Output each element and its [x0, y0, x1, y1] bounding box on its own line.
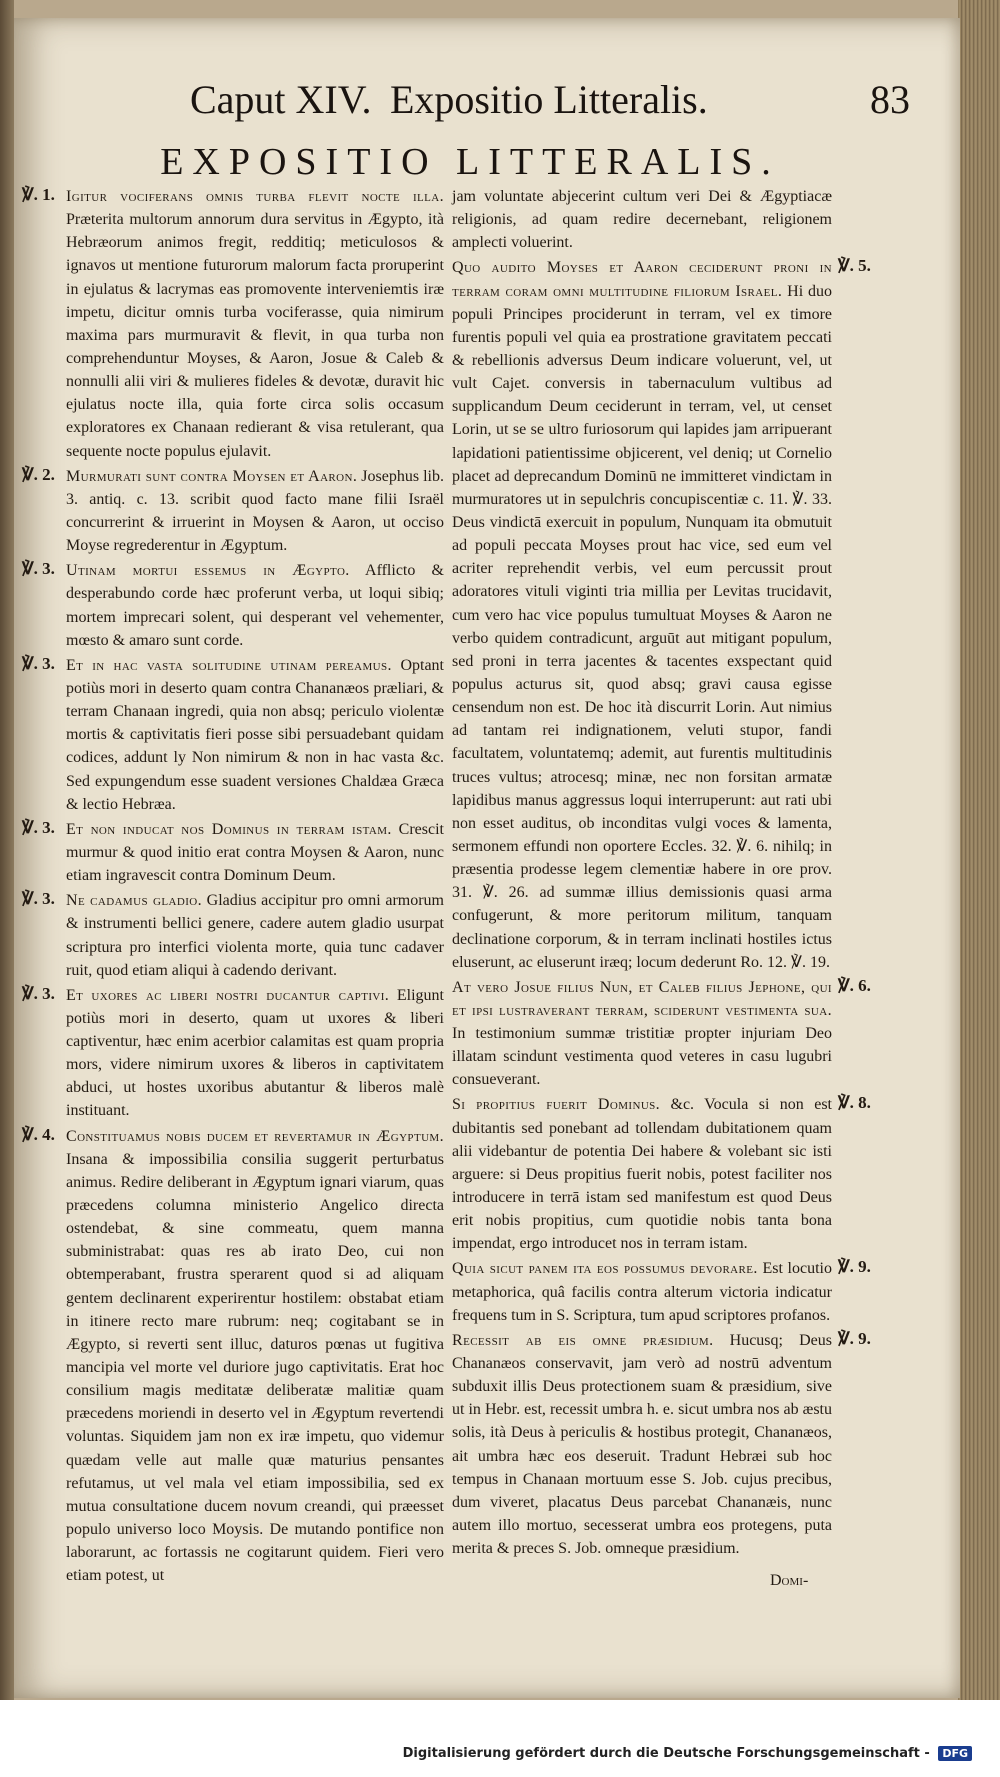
commentary-text: Optant potiùs mori in deserto quam contra Chananæos præliari, & terram Chanaan ingredi, quia non absq; periculo violentæ mortis & captivitatis fieri posse sibi persuadebant quidam codices, addunt ly Non nimirum & non in hac vasta &c. Sed expungendum esse suadent versiones Chaldæa Græca & lectio Hebræa. [66, 656, 444, 813]
commentary-text: Hucusq; Deus Chananæos conservavit, jam verò ad nostrū adventum subduxit illis Deus protectionem suam & præsidium, sive ut in Hebr. est, recessit umbra h. e. sicut umbra nos ab æstu solis, ità Deus à periculis & hostibus protegit, Chananæos, ait umbra hæc eos deseruit. Tradunt Hebræi sub hoc tempus in Chanaan mortuum esse S. Job. cujus precibus, dum viveret, placatus Deus parcebat Chananæis, nunc autem illo mortuo, secesserat umbra eos protegens, puta merita & preces S. Job. omneque præsidium. [452, 1331, 832, 1558]
commentary-paragraph [66, 185, 444, 463]
verse-marker: ℣. 5. [838, 256, 871, 275]
catchword: Domi- [770, 1572, 809, 1589]
commentary-text: &c. Vocula si non est dubitantis sed ponebant ad tollendam dubitationem quam alii videbantur de potentia Dei habere & volebant sic isti arguere: si Deus propitius fuerit nobis, potest faciliter nos introducere in terrā istam sed manifestum est quod Deus erit nobis propitius, cum quotidie nobis tanta bona impendat, ergo introducet nos in terram istam. [452, 1096, 832, 1253]
lemma: Ne cadamus gladio. [66, 892, 202, 910]
verse-marker: ℣. 9. [838, 1329, 871, 1348]
commentary-text: jam voluntate abjecerint cultum veri Dei & Ægyptiacæ religionis, ad quam redire decernebant, religionem amplecti voluerint. [452, 188, 832, 252]
verse-marker: ℣. 3. [22, 818, 55, 837]
running-head-chapter: Caput XIV. [190, 77, 372, 122]
verse-marker: ℣. 3. [22, 654, 55, 673]
commentary-paragraph [66, 984, 444, 1123]
commentary-paragraph [452, 185, 832, 254]
verse-marker: ℣. 3. [22, 984, 55, 1003]
commentary-text: Gladius accipitur pro omni armorum & instrumenti bellici genere, cadere autem gladio usurpat scriptura pro interfici violenta morte, quia tunc cadaver ruit, quod etiam aliqui à cadendo derivant. [66, 892, 444, 979]
running-head-title: Expositio Litteralis. [390, 77, 708, 122]
commentary-paragraph [66, 818, 444, 887]
lemma: Igitur vociferans omnis turba flevit nocte illa. [66, 188, 444, 205]
verse-marker: ℣. 1. [22, 185, 55, 204]
lemma: Constituamus nobis ducem et revertamur in Ægyptum. [66, 1127, 444, 1145]
commentary-paragraph [66, 654, 444, 816]
lemma: Et uxores ac liberi nostri ducantur captivi. [66, 986, 390, 1004]
commentary-paragraph [66, 465, 444, 558]
left-column [66, 185, 444, 1589]
commentary-paragraph [66, 889, 444, 982]
commentary-text: Afflicto & desperabundo corde hæc proferunt verba, ut loqui sibiq; mortem imprecari solent, qui desperant vel vehementer, mœsto & amaro sunt corde. [66, 562, 444, 649]
commentary-text: Præterita multorum annorum dura servitus in Ægypto, ità Hebræorum animos fregit, redditiq; meticulosos & ignavos ut mentione futurorum malorum facta proruperint in ejulatus & lacrymas eas promovente interveniemtis iræ impetu, dicitur omnis turba vociferasse, quia nimirum maxima pars murmuravit & flevit, in qua turba non comprehenduntur Moyses, & Aaron, Josue & Caleb & nonnulli alii viri & mulieres fideles & devotæ, duravit hic ejulatus nocte illa, quia forte circa solis occasum exploratores ex Chanaan redierant & visa retulerant, qua sequente nocte populus ejulavit. [66, 211, 444, 460]
verse-marker: ℣. 6. [838, 976, 871, 995]
commentary-text: Josephus lib. 3. antiq. c. 13. scribit quod facto mane filii Israël concurrerint & irruerint in Moysen & Aaron, ut occiso Moyse regrederentur in Ægyptum. [66, 467, 444, 555]
verse-marker: ℣. 4. [22, 1125, 55, 1144]
commentary-paragraph [452, 976, 832, 1092]
lemma: Quia sicut panem ita eos possumus devorare. [452, 1260, 758, 1278]
section-title: EXPOSITIO LITTERALIS. [160, 141, 780, 183]
book-page-edges [958, 0, 1000, 1700]
dfg-logo: DFG [938, 1746, 972, 1761]
commentary-paragraph [66, 1125, 444, 1588]
verse-marker: ℣. 3. [22, 889, 55, 908]
commentary-paragraph [452, 1093, 832, 1255]
lemma: Quo audito Moyses et Aaron ceciderunt proni in terram coram omni multitudine filiorum Israel. [452, 259, 832, 300]
running-head [190, 58, 910, 122]
book-spine-edge [0, 0, 14, 1777]
lemma: At vero Josue filius Nun, et Caleb filius Jephone, qui et ipsi lustraverant terram, sciderunt vestimenta sua. [452, 978, 832, 1019]
commentary-text: In testimonium summæ tristitiæ propter injuriam Deo illatam scindunt vestimenta quod veteres in casu lugubri consueverant. [452, 1025, 832, 1089]
commentary-text: Hi duo populi Principes prociderunt in terram, vel ex timore furentis populi vel quia ea prostratione gravitatem peccati & rebellionis adversus Deum indicare voluerunt, vel, ut vult Cajet. conversis in tabernaculum vultibus ad supplicandum Deum ceciderunt in terram, vel, ut censet Lorin, ut se se ultro furiosorum qui lapides jam arripuerant lapidationi patientissime objicerent, vel deniq; ut Cornelio placet ad deprecandum Dominū ne immitteret vindictam in murmuratores ut in sepulchris concupiscentiæ c. 11. ℣. 33. Deus vindictā exercuit in populum, Nunquam ita obmutuit ad populi peccata Moyses prout hac vice, sed eum vel acriter reprehendit verbis, vel eum percussit prout adoratores vituli viginti tria millia per Levitas trucidavit, cum vero hac vice populus tumultuat Moyses & Aaron ne verbo quidem contradicunt, arguūt aut mitigant populum, sed proni in terra jacentes & tacentes exspectant quid populus acturus sit, quod absq; gravi causa egisse censendum non est. De hoc ità discurrit Lorin. Aut nimius ad tantam rei indignationem, veluti stupor, fandi facultatem, voluntatemq; ademit, aut furentis multitudinis truces vultus; atrocesq; minæ, nec non forsitan armatæ lapidibus manus aggressus loqui interruperunt: aut rati ubi non esset auditus, ob inconditas vulgi voces & lamenta, sermonem effundi non oportere Eccles. 32. ℣. 6. nihilq; in præsentia prodesse legem clementiæ habere in ore prov. 31. ℣. 26. ad summæ illius demissionis quasi arma confugerunt, & more peritorum militum, tanquam declinatione corporum, & in terram inclinati hostiles ictus eluserunt, ac eluserunt iræq; locum dederunt Ro. 12. ℣. 19. [452, 282, 832, 971]
lemma: Murmurati sunt contra Moysen et Aaron. [66, 467, 358, 485]
commentary-text: Insana & impossibilia consilia suggerit perturbatus animus. Redire deliberant in Ægyptum ignari viarum, quas præcedens columna ministerio Angelico directa ostendebat, & sine commeatu, quem manna subministrabat: quas res ab irato Deo, cui non obtemperabant, frustra sperarent quod si ad aliquam gentem declinarent experirentur hostilem: obstabat etiam in itinere recto mare rubrum: neq; cogitabant se in Ægypto, si reverti sent illuc, daturos pœnas ut fugitiva mancipia vel morte vel duriore jugo captivitatis. Erat hoc consilium magis meditatæ deliberatæ malitiæ quam præcedens moriendi in deserto vel in Ægyptum revertendi voluntas. Siquidem jam non ex iræ impetu, quo videmur quædam velle aut malle quæ maturius pensantes refutamus, ut vel mala vel etiam impossibilia, sed ex mutua consultatione ducem novum creandi, qui præesset populo universo loco Moysis. De mutando pontifice non laborarunt, ac fortassis ne cogitarunt quidem. Fieri vero etiam potest, ut [66, 1150, 444, 1585]
lemma: Utinam mortui essemus in Ægypto. [66, 562, 350, 580]
lemma: Si propitius fuerit Dominus. [452, 1096, 661, 1114]
lemma: Et in hac vasta solitudine utinam pereamus. [66, 656, 392, 674]
commentary-text: Crescit murmur & quod initio erat contra Moysen & Aaron, nunc etiam ingravescit contra Dominum Deum. [66, 820, 444, 885]
commentary-paragraph [66, 559, 444, 652]
lemma: Et non inducat nos Dominus in terram istam. [66, 820, 392, 838]
verse-marker: ℣. 8. [838, 1093, 871, 1112]
commentary-text: Eligunt potiùs mori in deserto, quam ut uxores & liberi captiventur, hæc enim acerbior calamitas est quam propria mors, videre nimirum uxores & liberos in captivitatem abduci, ut hostes uxoribus abutantur & liberos malè instituant. [66, 986, 445, 1120]
footer-credit-text: Digitalisierung gefördert durch die Deutsche Forschungsgemeinschaft - [402, 1746, 930, 1761]
verse-marker: ℣. 3. [22, 559, 55, 578]
verse-marker: ℣. 9. [838, 1257, 871, 1276]
commentary-paragraph [452, 1257, 832, 1326]
footer-credit [403, 1746, 972, 1761]
right-column [452, 185, 832, 1562]
commentary-text: Est locutio metaphorica, quâ facilis contra alterum victoria indicatur frequens tum in S. Scriptura, tum apud scriptores profanos. [452, 1260, 832, 1324]
commentary-paragraph [452, 256, 832, 973]
lemma: Recessit ab eis omne præsidium. [452, 1331, 714, 1349]
commentary-paragraph [452, 1329, 832, 1560]
digitization-footer [0, 1700, 1000, 1777]
page-number: 83 [870, 77, 910, 122]
verse-marker: ℣. 2. [22, 465, 55, 484]
